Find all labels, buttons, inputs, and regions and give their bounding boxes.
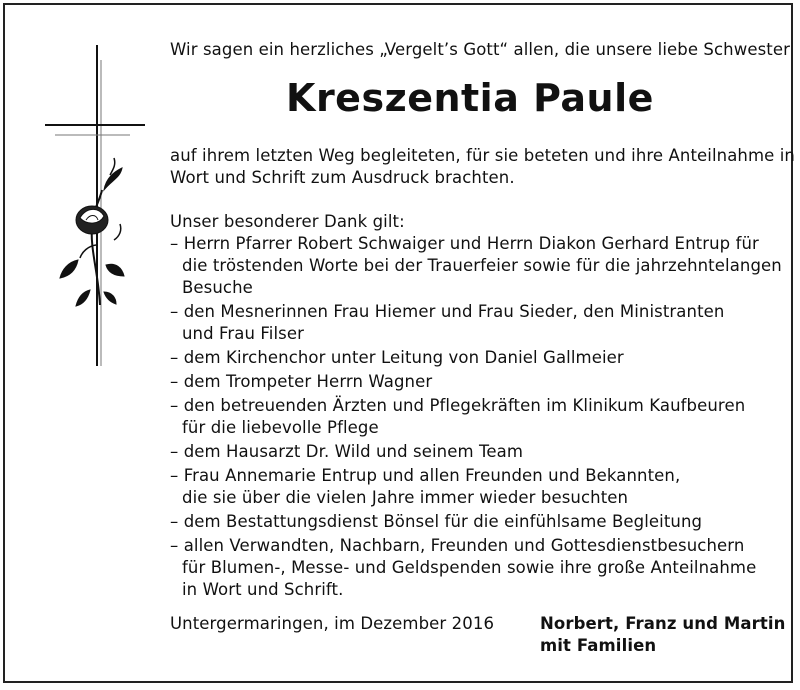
thanks-line: Besuche <box>182 278 253 297</box>
thanks-line: die sie über die vielen Jahre immer wieder besuchten <box>182 488 629 507</box>
intro-text: Wir sagen ein herzliches „Vergelt’s Gott“ allen, die unsere liebe Schwester <box>170 40 790 59</box>
deceased-name: Kreszentia Paule <box>286 76 654 120</box>
body-line: auf ihrem letzten Weg begleiteten, für sie beteten und ihre Anteilnahme in <box>170 146 795 165</box>
place-date: Untergermaringen, im Dezember 2016 <box>170 614 495 633</box>
thanks-line: – dem Trompeter Herrn Wagner <box>170 372 433 391</box>
thanks-line: – dem Bestattungsdienst Bönsel für die einfühlsame Begleitung <box>170 512 703 531</box>
cross-icon <box>45 45 145 366</box>
thanks-line: die tröstenden Worte bei der Trauerfeier sowie für die jahrzehntelangen <box>182 256 782 275</box>
body-line: Wort und Schrift zum Ausdruck brachten. <box>170 168 515 187</box>
thanks-line: in Wort und Schrift. <box>182 580 344 599</box>
thanks-line: – den Mesnerinnen Frau Hiemer und Frau Sieder, den Ministranten <box>170 302 725 321</box>
thanks-line: – dem Hausarzt Dr. Wild und seinem Team <box>170 442 523 461</box>
thanks-line: – Frau Annemarie Entrup und allen Freunden und Bekannten, <box>170 466 681 485</box>
cross-with-rose-icon <box>30 40 150 380</box>
signature-line: Norbert, Franz und Martin <box>540 614 786 633</box>
thanks-line: – Herrn Pfarrer Robert Schwaiger und Herrn Diakon Gerhard Entrup für <box>170 234 759 253</box>
rose-icon <box>60 158 124 306</box>
thanks-line: – den betreuenden Ärzten und Pflegekräften im Klinikum Kaufbeuren <box>170 396 746 415</box>
thanks-line: für die liebevolle Pflege <box>182 418 379 437</box>
thanks-line: und Frau Filser <box>182 324 305 343</box>
thanks-line: für Blumen-, Messe- und Geldspenden sowie ihre große Anteilnahme <box>182 558 757 577</box>
thanks-heading: Unser besonderer Dank gilt: <box>170 212 405 231</box>
signature-line: mit Familien <box>540 636 657 655</box>
thanks-line: – allen Verwandten, Nachbarn, Freunden und Gottesdienstbesuchern <box>170 536 745 555</box>
thanks-line: – dem Kirchenchor unter Leitung von Daniel Gallmeier <box>170 348 624 367</box>
